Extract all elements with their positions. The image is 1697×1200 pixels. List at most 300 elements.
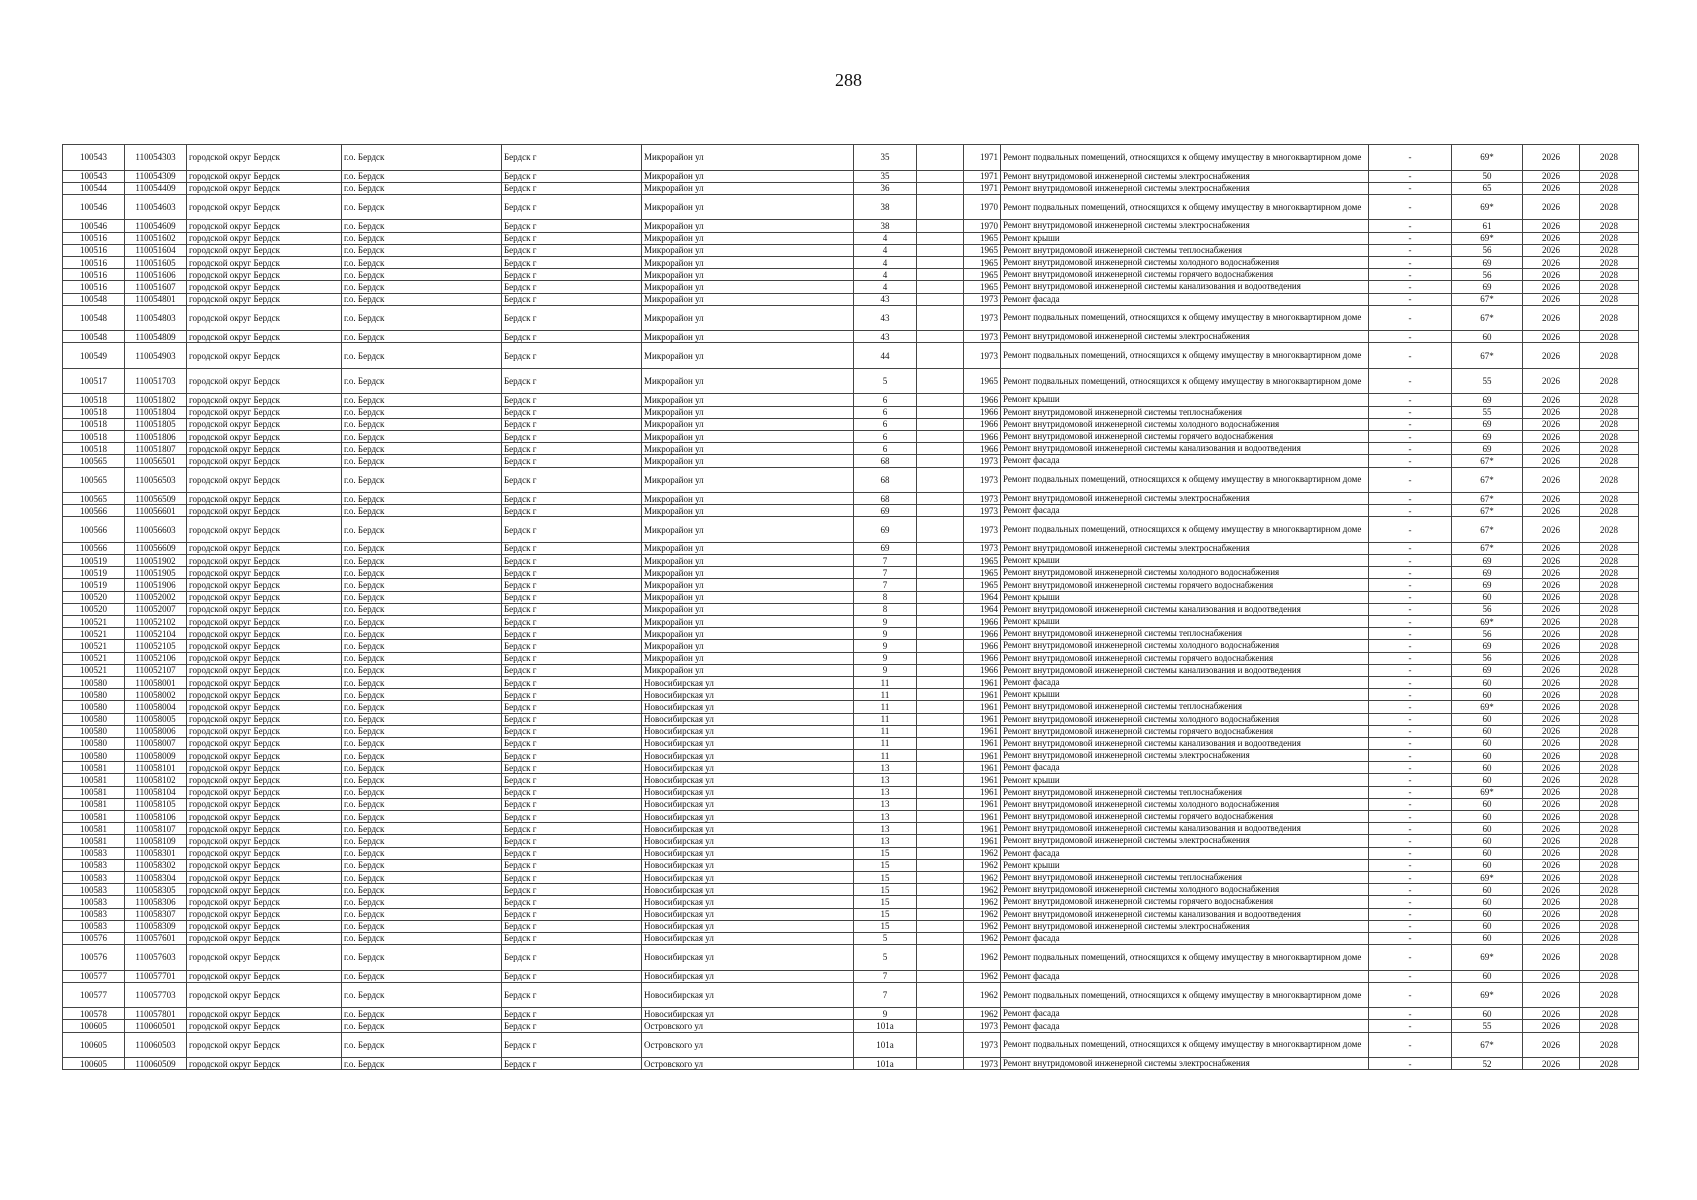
cell-municipality: городской округ Бердск xyxy=(187,908,342,920)
cell-street: Новосибирская ул xyxy=(642,786,854,798)
cell-build-year: 1973 xyxy=(964,331,1001,343)
cell-municipal-district: г.о. Бердск xyxy=(342,182,502,194)
cell-municipal-district: г.о. Бердск xyxy=(342,908,502,920)
cell-year-to: 2028 xyxy=(1580,455,1639,467)
cell-year-from: 2026 xyxy=(1523,932,1580,944)
cell-work-id: 110058307 xyxy=(125,908,187,920)
cell-building xyxy=(917,628,964,640)
cell-build-year: 1961 xyxy=(964,725,1001,737)
cell-house-id: 100566 xyxy=(63,542,125,554)
cell-building xyxy=(917,896,964,908)
cell-cost: 60 xyxy=(1452,725,1523,737)
cell-year-to: 2028 xyxy=(1580,418,1639,430)
cell-work-id: 110051902 xyxy=(125,555,187,567)
cell-settlement: Бердск г xyxy=(502,281,642,293)
cell-build-year: 1973 xyxy=(964,1032,1001,1058)
cell-build-year: 1962 xyxy=(964,1008,1001,1020)
cell-street: Новосибирская ул xyxy=(642,701,854,713)
cell-building xyxy=(917,293,964,305)
cell-year-to: 2028 xyxy=(1580,194,1639,220)
cell-street: Микрорайон ул xyxy=(642,493,854,505)
cell-municipal-district: г.о. Бердск xyxy=(342,798,502,810)
cell-street: Островского ул xyxy=(642,1032,854,1058)
cell-build-year: 1965 xyxy=(964,256,1001,268)
cell-building xyxy=(917,430,964,442)
cell-work-id: 110058301 xyxy=(125,847,187,859)
cell-work-type: Ремонт крыши xyxy=(1001,232,1369,244)
cell-house-id: 100583 xyxy=(63,871,125,883)
cell-municipal-district: г.о. Бердск xyxy=(342,220,502,232)
cell-municipality: городской округ Бердск xyxy=(187,750,342,762)
cell-municipal-district: г.о. Бердск xyxy=(342,455,502,467)
table-row xyxy=(63,517,1639,543)
cell-settlement: Бердск г xyxy=(502,1032,642,1058)
cell-year-from: 2026 xyxy=(1523,467,1580,493)
cell-build-year: 1962 xyxy=(964,847,1001,859)
cell-work-id: 110051605 xyxy=(125,256,187,268)
cell-work-type: Ремонт подвальных помещений, относящихся к общему имуществу в многоквартирном доме xyxy=(1001,517,1369,543)
cell-build-year: 1962 xyxy=(964,908,1001,920)
cell-house-number: 5 xyxy=(854,945,917,971)
cell-house-id: 100605 xyxy=(63,1058,125,1070)
cell-empty-col: - xyxy=(1369,798,1452,810)
cell-work-type: Ремонт внутридомовой инженерной системы электроснабжения xyxy=(1001,542,1369,554)
cell-settlement: Бердск г xyxy=(502,920,642,932)
cell-municipal-district: г.о. Бердск xyxy=(342,932,502,944)
table-row xyxy=(63,835,1639,847)
cell-municipality: городской округ Бердск xyxy=(187,1032,342,1058)
cell-build-year: 1966 xyxy=(964,664,1001,676)
cell-build-year: 1961 xyxy=(964,713,1001,725)
cell-street: Новосибирская ул xyxy=(642,932,854,944)
table-row xyxy=(63,701,1639,713)
cell-work-type: Ремонт внутридомовой инженерной системы канализования и водоотведения xyxy=(1001,281,1369,293)
cell-work-type: Ремонт внутридомовой инженерной системы горячего водоснабжения xyxy=(1001,725,1369,737)
cell-year-from: 2026 xyxy=(1523,244,1580,256)
cell-year-from: 2026 xyxy=(1523,368,1580,394)
cell-year-to: 2028 xyxy=(1580,467,1639,493)
cell-street: Микрорайон ул xyxy=(642,170,854,182)
cell-work-id: 110054803 xyxy=(125,305,187,331)
cell-year-to: 2028 xyxy=(1580,871,1639,883)
cell-build-year: 1966 xyxy=(964,443,1001,455)
cell-cost: 60 xyxy=(1452,811,1523,823)
cell-work-id: 110054809 xyxy=(125,331,187,343)
cell-work-id: 110058102 xyxy=(125,774,187,786)
cell-house-id: 100583 xyxy=(63,908,125,920)
cell-street: Новосибирская ул xyxy=(642,859,854,871)
cell-work-type: Ремонт внутридомовой инженерной системы канализования и водоотведения xyxy=(1001,908,1369,920)
cell-year-from: 2026 xyxy=(1523,1032,1580,1058)
cell-work-type: Ремонт внутридомовой инженерной системы теплоснабжения xyxy=(1001,701,1369,713)
cell-empty-col: - xyxy=(1369,232,1452,244)
table-row xyxy=(63,418,1639,430)
cell-year-to: 2028 xyxy=(1580,269,1639,281)
cell-year-from: 2026 xyxy=(1523,652,1580,664)
cell-settlement: Бердск г xyxy=(502,220,642,232)
cell-cost: 55 xyxy=(1452,368,1523,394)
cell-build-year: 1966 xyxy=(964,418,1001,430)
cell-building xyxy=(917,640,964,652)
table-row xyxy=(63,1008,1639,1020)
cell-street: Микрорайон ул xyxy=(642,517,854,543)
cell-municipal-district: г.о. Бердск xyxy=(342,970,502,982)
cell-building xyxy=(917,859,964,871)
cell-municipality: городской округ Бердск xyxy=(187,244,342,256)
cell-municipal-district: г.о. Бердск xyxy=(342,1058,502,1070)
cell-work-id: 110058007 xyxy=(125,737,187,749)
cell-build-year: 1973 xyxy=(964,517,1001,543)
cell-year-from: 2026 xyxy=(1523,982,1580,1008)
cell-settlement: Бердск г xyxy=(502,331,642,343)
cell-year-from: 2026 xyxy=(1523,786,1580,798)
cell-year-from: 2026 xyxy=(1523,145,1580,171)
cell-municipality: городской округ Бердск xyxy=(187,835,342,847)
cell-municipal-district: г.о. Бердск xyxy=(342,786,502,798)
cell-settlement: Бердск г xyxy=(502,798,642,810)
cell-settlement: Бердск г xyxy=(502,1058,642,1070)
cell-municipal-district: г.о. Бердск xyxy=(342,616,502,628)
cell-municipal-district: г.о. Бердск xyxy=(342,194,502,220)
cell-house-id: 100580 xyxy=(63,689,125,701)
cell-house-number: 11 xyxy=(854,701,917,713)
cell-year-to: 2028 xyxy=(1580,945,1639,971)
cell-year-to: 2028 xyxy=(1580,517,1639,543)
cell-work-id: 110058309 xyxy=(125,920,187,932)
cell-house-id: 100583 xyxy=(63,859,125,871)
cell-year-from: 2026 xyxy=(1523,774,1580,786)
cell-municipal-district: г.о. Бердск xyxy=(342,467,502,493)
table-row xyxy=(63,305,1639,331)
table-row xyxy=(63,725,1639,737)
cell-street: Микрорайон ул xyxy=(642,555,854,567)
cell-work-id: 110052105 xyxy=(125,640,187,652)
cell-cost: 67* xyxy=(1452,305,1523,331)
cell-cost: 69 xyxy=(1452,567,1523,579)
cell-empty-col: - xyxy=(1369,517,1452,543)
cell-building xyxy=(917,517,964,543)
cell-cost: 67* xyxy=(1452,293,1523,305)
cell-building xyxy=(917,664,964,676)
cell-cost: 60 xyxy=(1452,798,1523,810)
cell-work-type: Ремонт внутридомовой инженерной системы канализования и водоотведения xyxy=(1001,737,1369,749)
cell-empty-col: - xyxy=(1369,871,1452,883)
table-row xyxy=(63,256,1639,268)
cell-empty-col: - xyxy=(1369,603,1452,615)
cell-cost: 60 xyxy=(1452,750,1523,762)
cell-work-type: Ремонт подвальных помещений, относящихся к общему имуществу в многоквартирном доме xyxy=(1001,145,1369,171)
cell-year-to: 2028 xyxy=(1580,220,1639,232)
cell-street: Новосибирская ул xyxy=(642,737,854,749)
cell-municipality: городской округ Бердск xyxy=(187,182,342,194)
cell-year-to: 2028 xyxy=(1580,640,1639,652)
cell-settlement: Бердск г xyxy=(502,713,642,725)
table-row xyxy=(63,220,1639,232)
cell-cost: 56 xyxy=(1452,628,1523,640)
cell-build-year: 1961 xyxy=(964,701,1001,713)
cell-municipal-district: г.о. Бердск xyxy=(342,331,502,343)
table-row xyxy=(63,762,1639,774)
table-row xyxy=(63,689,1639,701)
cell-house-id: 100516 xyxy=(63,244,125,256)
cell-work-type: Ремонт крыши xyxy=(1001,616,1369,628)
cell-street: Микрорайон ул xyxy=(642,579,854,591)
cell-build-year: 1970 xyxy=(964,220,1001,232)
cell-year-from: 2026 xyxy=(1523,406,1580,418)
cell-build-year: 1965 xyxy=(964,269,1001,281)
cell-house-id: 100580 xyxy=(63,737,125,749)
cell-municipality: городской округ Бердск xyxy=(187,725,342,737)
cell-work-id: 110058001 xyxy=(125,676,187,688)
cell-municipal-district: г.о. Бердск xyxy=(342,406,502,418)
cell-municipal-district: г.о. Бердск xyxy=(342,517,502,543)
cell-municipal-district: г.о. Бердск xyxy=(342,664,502,676)
cell-building xyxy=(917,170,964,182)
cell-year-from: 2026 xyxy=(1523,676,1580,688)
cell-build-year: 1973 xyxy=(964,467,1001,493)
cell-street: Микрорайон ул xyxy=(642,194,854,220)
cell-work-type: Ремонт фасада xyxy=(1001,505,1369,517)
cell-municipality: городской округ Бердск xyxy=(187,859,342,871)
cell-work-id: 110054609 xyxy=(125,220,187,232)
cell-empty-col: - xyxy=(1369,281,1452,293)
cell-house-id: 100520 xyxy=(63,591,125,603)
cell-cost: 69* xyxy=(1452,701,1523,713)
cell-cost: 60 xyxy=(1452,920,1523,932)
cell-municipality: городской округ Бердск xyxy=(187,762,342,774)
cell-year-to: 2028 xyxy=(1580,244,1639,256)
cell-building xyxy=(917,774,964,786)
cell-building xyxy=(917,676,964,688)
cell-year-from: 2026 xyxy=(1523,542,1580,554)
cell-settlement: Бердск г xyxy=(502,145,642,171)
cell-street: Новосибирская ул xyxy=(642,725,854,737)
cell-work-type: Ремонт внутридомовой инженерной системы холодного водоснабжения xyxy=(1001,567,1369,579)
cell-municipality: городской округ Бердск xyxy=(187,194,342,220)
cell-municipality: городской округ Бердск xyxy=(187,884,342,896)
cell-house-id: 100518 xyxy=(63,394,125,406)
cell-settlement: Бердск г xyxy=(502,194,642,220)
cell-house-id: 100546 xyxy=(63,220,125,232)
cell-work-type: Ремонт крыши xyxy=(1001,591,1369,603)
cell-year-to: 2028 xyxy=(1580,293,1639,305)
cell-empty-col: - xyxy=(1369,394,1452,406)
cell-work-type: Ремонт подвальных помещений, относящихся к общему имуществу в многоквартирном доме xyxy=(1001,194,1369,220)
cell-municipal-district: г.о. Бердск xyxy=(342,920,502,932)
cell-building xyxy=(917,847,964,859)
cell-year-to: 2028 xyxy=(1580,970,1639,982)
cell-work-id: 110054801 xyxy=(125,293,187,305)
cell-work-type: Ремонт внутридомовой инженерной системы электроснабжения xyxy=(1001,1058,1369,1070)
cell-street: Микрорайон ул xyxy=(642,406,854,418)
cell-year-from: 2026 xyxy=(1523,591,1580,603)
cell-house-id: 100548 xyxy=(63,331,125,343)
cell-house-number: 6 xyxy=(854,430,917,442)
cell-year-from: 2026 xyxy=(1523,689,1580,701)
table-row xyxy=(63,786,1639,798)
cell-house-number: 9 xyxy=(854,1008,917,1020)
cell-year-from: 2026 xyxy=(1523,908,1580,920)
cell-building xyxy=(917,145,964,171)
cell-build-year: 1965 xyxy=(964,281,1001,293)
table-row xyxy=(63,232,1639,244)
cell-work-id: 110058306 xyxy=(125,896,187,908)
cell-municipality: городской округ Бердск xyxy=(187,689,342,701)
cell-empty-col: - xyxy=(1369,616,1452,628)
cell-build-year: 1962 xyxy=(964,970,1001,982)
cell-municipality: городской округ Бердск xyxy=(187,555,342,567)
cell-build-year: 1966 xyxy=(964,406,1001,418)
cell-year-to: 2028 xyxy=(1580,884,1639,896)
cell-municipality: городской округ Бердск xyxy=(187,331,342,343)
cell-empty-col: - xyxy=(1369,725,1452,737)
cell-house-id: 100548 xyxy=(63,293,125,305)
cell-empty-col: - xyxy=(1369,689,1452,701)
cell-build-year: 1961 xyxy=(964,786,1001,798)
cell-settlement: Бердск г xyxy=(502,542,642,554)
table-row xyxy=(63,281,1639,293)
cell-building xyxy=(917,406,964,418)
cell-house-number: 8 xyxy=(854,603,917,615)
cell-house-number: 35 xyxy=(854,170,917,182)
cell-empty-col: - xyxy=(1369,932,1452,944)
cell-cost: 69 xyxy=(1452,430,1523,442)
cell-build-year: 1965 xyxy=(964,244,1001,256)
cell-work-type: Ремонт внутридомовой инженерной системы канализования и водоотведения xyxy=(1001,664,1369,676)
cell-work-id: 110056609 xyxy=(125,542,187,554)
cell-work-id: 110051606 xyxy=(125,269,187,281)
cell-empty-col: - xyxy=(1369,505,1452,517)
cell-empty-col: - xyxy=(1369,194,1452,220)
cell-house-number: 15 xyxy=(854,920,917,932)
cell-street: Новосибирская ул xyxy=(642,1008,854,1020)
cell-year-from: 2026 xyxy=(1523,394,1580,406)
cell-work-id: 110060509 xyxy=(125,1058,187,1070)
cell-municipality: городской округ Бердск xyxy=(187,220,342,232)
cell-street: Микрорайон ул xyxy=(642,232,854,244)
cell-house-id: 100580 xyxy=(63,676,125,688)
cell-year-to: 2028 xyxy=(1580,798,1639,810)
cell-municipality: городской округ Бердск xyxy=(187,368,342,394)
cell-municipal-district: г.о. Бердск xyxy=(342,505,502,517)
cell-cost: 60 xyxy=(1452,908,1523,920)
cell-house-id: 100583 xyxy=(63,847,125,859)
table-row xyxy=(63,591,1639,603)
cell-year-to: 2028 xyxy=(1580,567,1639,579)
cell-street: Микрорайон ул xyxy=(642,652,854,664)
cell-work-id: 110056503 xyxy=(125,467,187,493)
cell-settlement: Бердск г xyxy=(502,170,642,182)
cell-settlement: Бердск г xyxy=(502,932,642,944)
cell-municipal-district: г.о. Бердск xyxy=(342,982,502,1008)
cell-house-number: 9 xyxy=(854,640,917,652)
cell-municipality: городской округ Бердск xyxy=(187,920,342,932)
cell-cost: 60 xyxy=(1452,676,1523,688)
cell-house-number: 69 xyxy=(854,542,917,554)
cell-municipal-district: г.о. Бердск xyxy=(342,1032,502,1058)
cell-work-type: Ремонт внутридомовой инженерной системы теплоснабжения xyxy=(1001,628,1369,640)
cell-municipality: городской округ Бердск xyxy=(187,256,342,268)
cell-street: Микрорайон ул xyxy=(642,182,854,194)
cell-municipal-district: г.о. Бердск xyxy=(342,394,502,406)
cell-municipality: городской округ Бердск xyxy=(187,145,342,171)
cell-municipality: городской округ Бердск xyxy=(187,1020,342,1032)
cell-year-to: 2028 xyxy=(1580,920,1639,932)
cell-house-number: 7 xyxy=(854,579,917,591)
cell-settlement: Бердск г xyxy=(502,664,642,676)
cell-work-type: Ремонт внутридомовой инженерной системы горячего водоснабжения xyxy=(1001,896,1369,908)
cell-house-number: 9 xyxy=(854,652,917,664)
cell-work-type: Ремонт крыши xyxy=(1001,394,1369,406)
cell-year-from: 2026 xyxy=(1523,920,1580,932)
cell-build-year: 1965 xyxy=(964,368,1001,394)
table-row xyxy=(63,182,1639,194)
cell-work-id: 110056603 xyxy=(125,517,187,543)
table-row xyxy=(63,505,1639,517)
cell-building xyxy=(917,368,964,394)
table-row xyxy=(63,145,1639,171)
table-row xyxy=(63,884,1639,896)
cell-street: Микрорайон ул xyxy=(642,455,854,467)
cell-year-to: 2028 xyxy=(1580,689,1639,701)
cell-work-type: Ремонт подвальных помещений, относящихся к общему имуществу в многоквартирном доме xyxy=(1001,343,1369,369)
table-row xyxy=(63,455,1639,467)
table-row xyxy=(63,652,1639,664)
cell-empty-col: - xyxy=(1369,493,1452,505)
cell-house-id: 100546 xyxy=(63,194,125,220)
cell-street: Микрорайон ул xyxy=(642,505,854,517)
cell-municipality: городской округ Бердск xyxy=(187,269,342,281)
cell-municipality: городской округ Бердск xyxy=(187,467,342,493)
cell-cost: 69 xyxy=(1452,443,1523,455)
cell-year-from: 2026 xyxy=(1523,293,1580,305)
cell-house-number: 4 xyxy=(854,256,917,268)
cell-work-type: Ремонт внутридомовой инженерной системы холодного водоснабжения xyxy=(1001,798,1369,810)
cell-house-id: 100565 xyxy=(63,467,125,493)
cell-work-id: 110054303 xyxy=(125,145,187,171)
cell-house-id: 100521 xyxy=(63,640,125,652)
cell-municipality: городской округ Бердск xyxy=(187,871,342,883)
cell-building xyxy=(917,1020,964,1032)
cell-work-type: Ремонт внутридомовой инженерной системы холодного водоснабжения xyxy=(1001,713,1369,725)
cell-year-from: 2026 xyxy=(1523,269,1580,281)
cell-settlement: Бердск г xyxy=(502,762,642,774)
cell-house-id: 100543 xyxy=(63,145,125,171)
cell-house-number: 13 xyxy=(854,762,917,774)
cell-street: Новосибирская ул xyxy=(642,713,854,725)
cell-year-to: 2028 xyxy=(1580,505,1639,517)
table-row xyxy=(63,343,1639,369)
cell-house-id: 100581 xyxy=(63,811,125,823)
cell-house-number: 15 xyxy=(854,884,917,896)
cell-work-type: Ремонт внутридомовой инженерной системы электроснабжения xyxy=(1001,920,1369,932)
cell-settlement: Бердск г xyxy=(502,652,642,664)
cell-year-from: 2026 xyxy=(1523,811,1580,823)
cell-municipality: городской округ Бердск xyxy=(187,896,342,908)
cell-municipal-district: г.о. Бердск xyxy=(342,896,502,908)
cell-build-year: 1962 xyxy=(964,884,1001,896)
cell-settlement: Бердск г xyxy=(502,368,642,394)
cell-house-id: 100581 xyxy=(63,798,125,810)
cell-municipal-district: г.о. Бердск xyxy=(342,256,502,268)
cell-house-id: 100516 xyxy=(63,256,125,268)
cell-settlement: Бердск г xyxy=(502,418,642,430)
cell-settlement: Бердск г xyxy=(502,823,642,835)
cell-house-number: 4 xyxy=(854,244,917,256)
cell-empty-col: - xyxy=(1369,343,1452,369)
cell-work-type: Ремонт подвальных помещений, относящихся к общему имуществу в многоквартирном доме xyxy=(1001,305,1369,331)
cell-municipal-district: г.о. Бердск xyxy=(342,269,502,281)
